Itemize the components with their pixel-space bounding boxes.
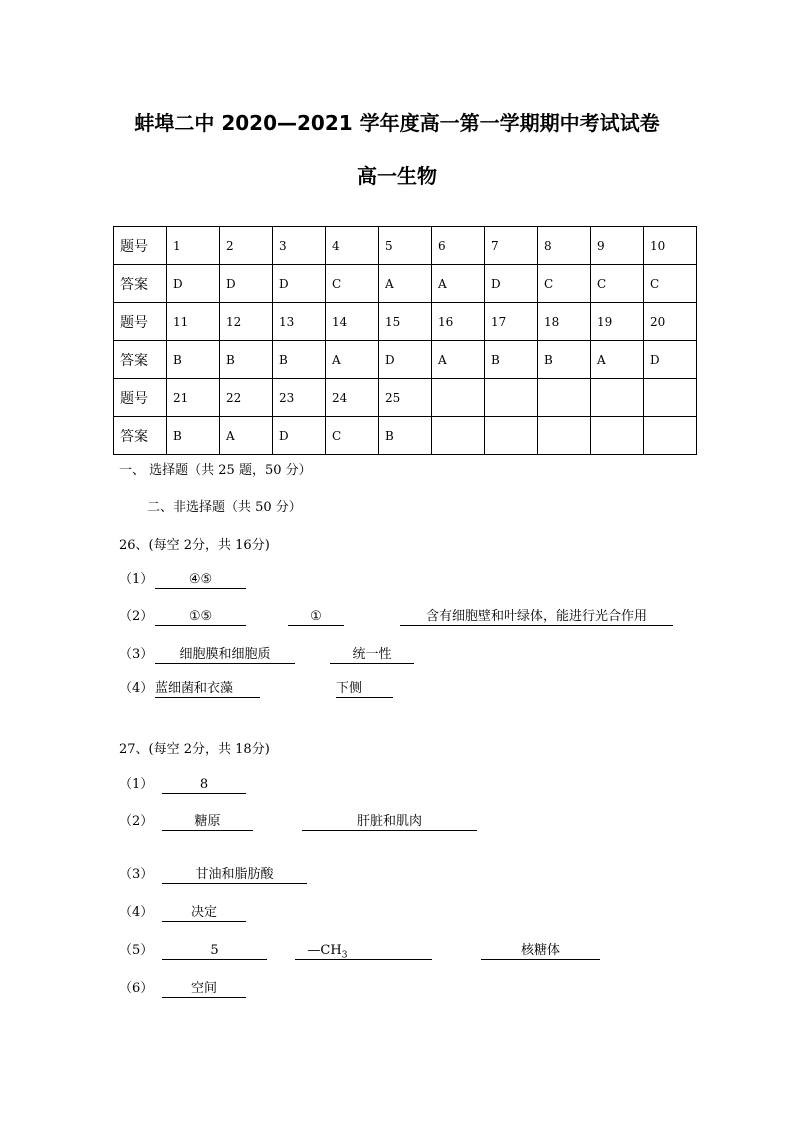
row-header-cell: 答案 [114,265,167,303]
q26-2-label: （2） [119,609,154,624]
table-cell [431,379,484,417]
table-cell: 1 [166,227,219,265]
table-cell [643,417,696,455]
section-choice-heading: 一、 选择题（共 25 题，50 分） [119,463,312,478]
q26-2-answer-3: 含有细胞壁和叶绿体，能进行光合作用 [400,608,673,626]
table-cell: 20 [643,303,696,341]
q26-2-answer-1: ①⑤ [155,608,246,626]
table-cell: 15 [378,303,431,341]
answer-table-row [114,341,697,379]
table-cell: 9 [590,227,643,265]
table-cell: A [431,341,484,379]
row-header-cell: 题号 [114,379,167,417]
table-cell: C [325,417,378,455]
row-header-cell: 答案 [114,341,167,379]
answer-table [113,226,697,455]
table-cell [431,417,484,455]
table-cell: B [166,341,219,379]
q27-1-answer: 8 [162,776,246,794]
q26-1-label: （1） [119,572,154,587]
table-cell: A [219,417,272,455]
q27-2-answer-1: 糖原 [162,813,253,831]
table-cell: 11 [166,303,219,341]
q26-3-answer-1: 细胞膜和细胞质 [155,646,295,664]
table-cell: B [378,417,431,455]
q27-3-answer: 甘油和脂肪酸 [162,866,307,884]
q26-2-answer-2: ① [288,608,344,626]
row-header-cell: 题号 [114,303,167,341]
table-cell: D [166,265,219,303]
q27-5-answer-1: 5 [162,942,267,960]
answer-table-row [114,227,697,265]
table-cell: C [325,265,378,303]
subject-title: 高一生物 [357,164,437,188]
q27-2-label: （2） [119,814,154,829]
table-cell: 22 [219,379,272,417]
table-cell [484,417,537,455]
table-cell: 5 [378,227,431,265]
q27-heading: 27、(每空 2分，共 18分) [119,742,270,757]
table-cell [537,417,590,455]
exam-title: 蚌埠二中 2020—2021 学年度高一第一学期期中考试试卷 [134,111,660,135]
table-cell [537,379,590,417]
table-cell: 19 [590,303,643,341]
q27-1-label: （1） [119,777,154,792]
q27-6-answer: 空间 [162,980,246,998]
q27-4-answer: 决定 [162,904,246,922]
q27-5-answer-2 [295,942,432,960]
table-cell: 25 [378,379,431,417]
table-cell: 17 [484,303,537,341]
table-cell: C [590,265,643,303]
row-header-cell: 题号 [114,227,167,265]
answer-table-row [114,417,697,455]
table-cell: 6 [431,227,484,265]
table-cell: 23 [272,379,325,417]
table-cell: 10 [643,227,696,265]
table-cell: 3 [272,227,325,265]
table-cell: A [378,265,431,303]
table-cell: 14 [325,303,378,341]
q26-3-answer-2: 统一性 [330,646,414,664]
table-cell [484,379,537,417]
answer-table-row [114,303,697,341]
table-cell: C [643,265,696,303]
ch-text: —CH [307,943,342,958]
table-cell: C [537,265,590,303]
row-header-cell: 答案 [114,417,167,455]
table-cell: 13 [272,303,325,341]
q26-4-answer-1: 蓝细菌和衣藻 [155,680,260,698]
q26-1-answer: ④⑤ [155,571,246,589]
q27-2-answer-2: 肝脏和肌肉 [302,813,477,831]
q27-5-label: （5） [119,943,154,958]
table-cell [590,379,643,417]
table-cell: A [431,265,484,303]
q26-4-label: （4） [119,681,154,696]
table-cell: D [219,265,272,303]
table-cell: A [590,341,643,379]
q27-5-answer-3: 核糖体 [481,942,600,960]
table-cell: 16 [431,303,484,341]
table-cell [643,379,696,417]
table-cell: B [219,341,272,379]
table-cell: 2 [219,227,272,265]
q26-heading: 26、(每空 2分，共 16分) [119,538,270,553]
q27-4-label: （4） [119,905,154,920]
q26-3-label: （3） [119,647,154,662]
table-cell: 8 [537,227,590,265]
section-nonchoice-heading: 二、非选择题（共 50 分） [147,500,302,515]
table-cell: 24 [325,379,378,417]
table-cell: B [166,417,219,455]
q27-3-label: （3） [119,867,154,882]
answer-table-row [114,265,697,303]
table-cell: B [537,341,590,379]
table-cell: B [484,341,537,379]
ch-subscript: 3 [341,950,348,961]
table-cell: 21 [166,379,219,417]
table-cell: A [325,341,378,379]
table-cell: D [378,341,431,379]
table-cell: D [643,341,696,379]
table-cell: D [484,265,537,303]
table-cell: 12 [219,303,272,341]
table-cell: 18 [537,303,590,341]
q26-4-answer-2: 下侧 [336,680,393,698]
answer-table-row [114,379,697,417]
table-cell: 7 [484,227,537,265]
table-cell: B [272,341,325,379]
table-cell: D [272,417,325,455]
table-cell: D [272,265,325,303]
table-cell: 4 [325,227,378,265]
q27-6-label: （6） [119,981,154,996]
table-cell [590,417,643,455]
